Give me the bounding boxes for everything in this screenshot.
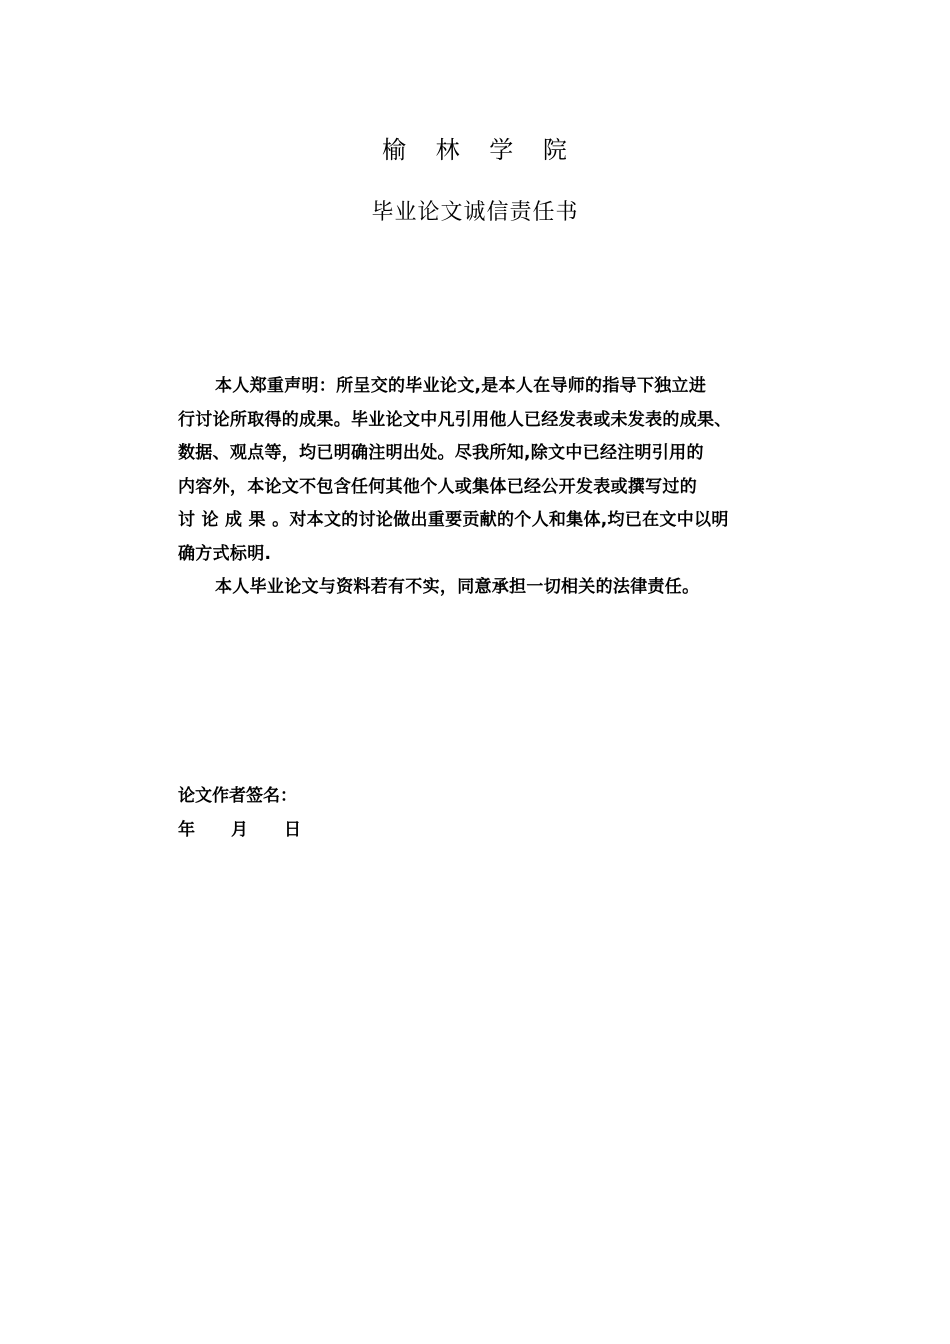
- date-day-label: 日: [284, 820, 301, 840]
- paragraph1-line-5: 讨 论 成 果 。对本文的讨论做出重要贡献的个人和集体,均已在文中以明: [178, 510, 729, 530]
- paragraph1-line-6: 确方式标明.: [178, 543, 272, 564]
- paragraph1-line-4: 内容外，本论文不包含任何其他个人或集体已经公开发表或撰写过的: [178, 476, 697, 497]
- paragraph1-line-2: 行讨论所取得的成果。毕业论文中凡引用他人已经发表或未发表的成果、: [178, 409, 732, 430]
- paragraph1-line-3: 数据、观点等，均已明确注明出处。尽我所知,除文中已经注明引用的: [178, 443, 704, 463]
- date-year-label: 年: [178, 820, 195, 840]
- declaration-body: [178, 370, 788, 605]
- document-title: 毕业论文诚信责任书: [371, 200, 579, 225]
- date-month-label: 月: [231, 820, 248, 840]
- paragraph1-line-1: 本人郑重声明：所呈交的毕业论文,是本人在导师的指导下独立进: [215, 376, 707, 396]
- date-row: [178, 814, 301, 847]
- institution-name: 榆 林 学 院: [382, 136, 568, 164]
- paragraph2: 本人毕业论文与资料若有不实，同意承担一切相关的法律责任。: [215, 577, 700, 597]
- signature-label: 论文作者签名：: [178, 786, 297, 806]
